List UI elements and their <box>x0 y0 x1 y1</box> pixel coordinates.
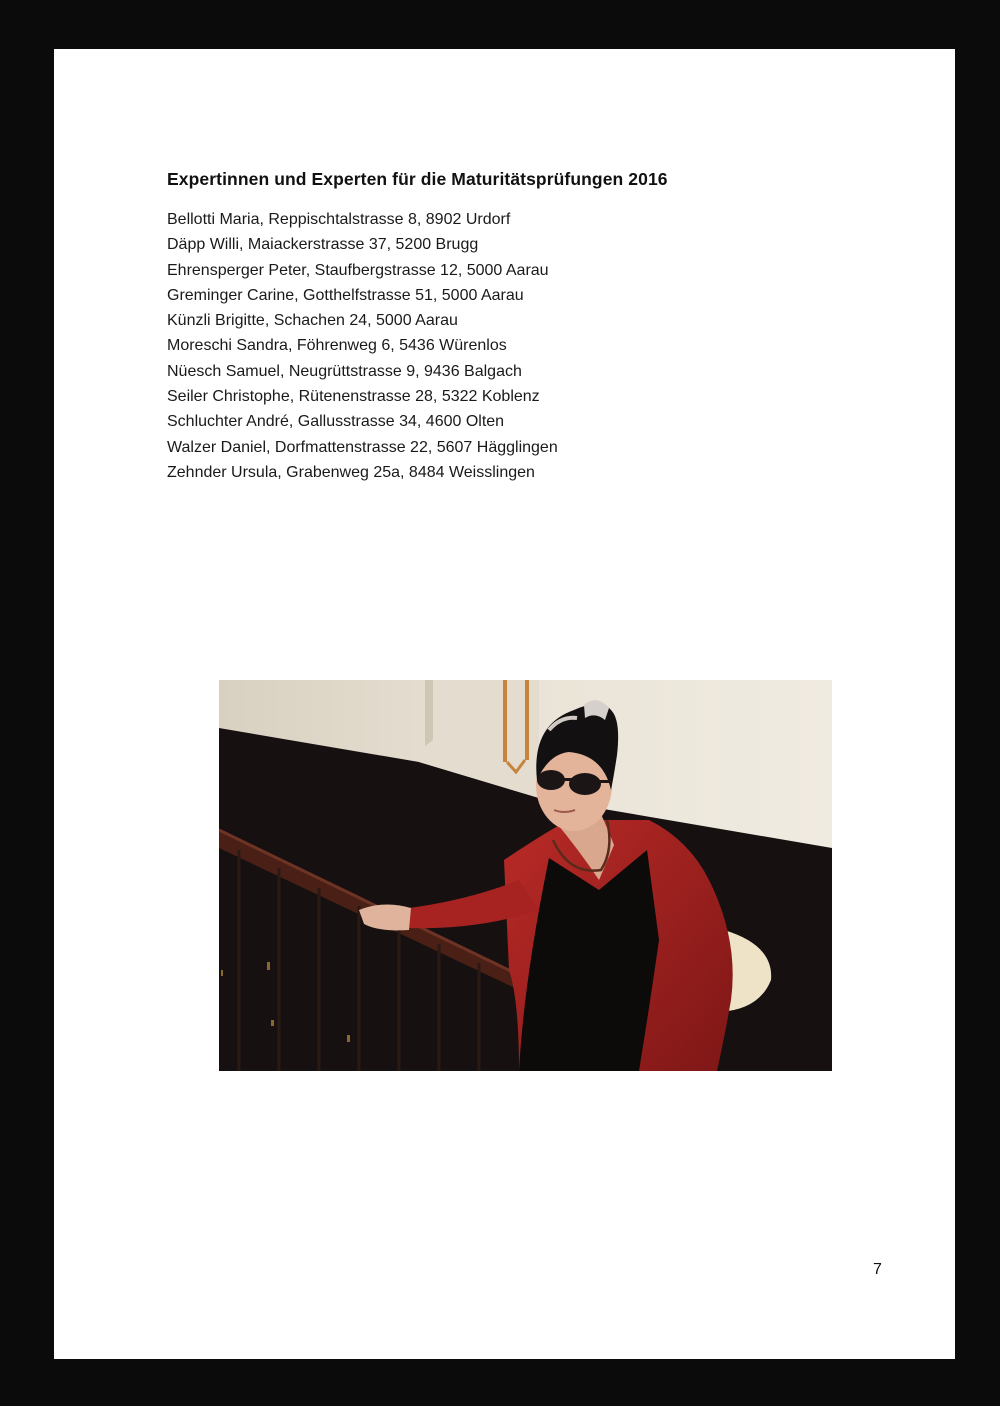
list-item: Moreschi Sandra, Föhrenweg 6, 5436 Würenlos <box>167 337 507 355</box>
list-item: Schluchter André, Gallusstrasse 34, 4600 Olten <box>167 413 505 431</box>
list-item: Künzli Brigitte, Schachen 24, 5000 Aarau <box>167 312 458 330</box>
expert-list <box>167 207 558 485</box>
list-item: Nüesch Samuel, Neugrüttstrasse 9, 9436 Balgach <box>167 362 522 380</box>
portrait-photo <box>219 680 832 1071</box>
list-item: Däpp Willi, Maiackerstrasse 37, 5200 Brugg <box>167 236 479 254</box>
list-item: Seiler Christophe, Rütenenstrasse 28, 5322 Koblenz <box>167 388 540 406</box>
list-item: Zehnder Ursula, Grabenweg 25a, 8484 Weisslingen <box>167 463 535 481</box>
document-page <box>54 49 955 1359</box>
list-item: Bellotti Maria, Reppischtalstrasse 8, 8902 Urdorf <box>167 211 511 228</box>
page-heading: Expertinnen und Experten für die Maturitätsprüfungen 2016 <box>167 169 668 189</box>
list-item: Walzer Daniel, Dorfmattenstrasse 22, 5607 Hägglingen <box>167 438 558 456</box>
page-number: 7 <box>873 1261 882 1278</box>
list-item: Ehrensperger Peter, Staufbergstrasse 12, 5000 Aarau <box>167 261 549 279</box>
list-item: Greminger Carine, Gotthelfstrasse 51, 5000 Aarau <box>167 286 524 304</box>
